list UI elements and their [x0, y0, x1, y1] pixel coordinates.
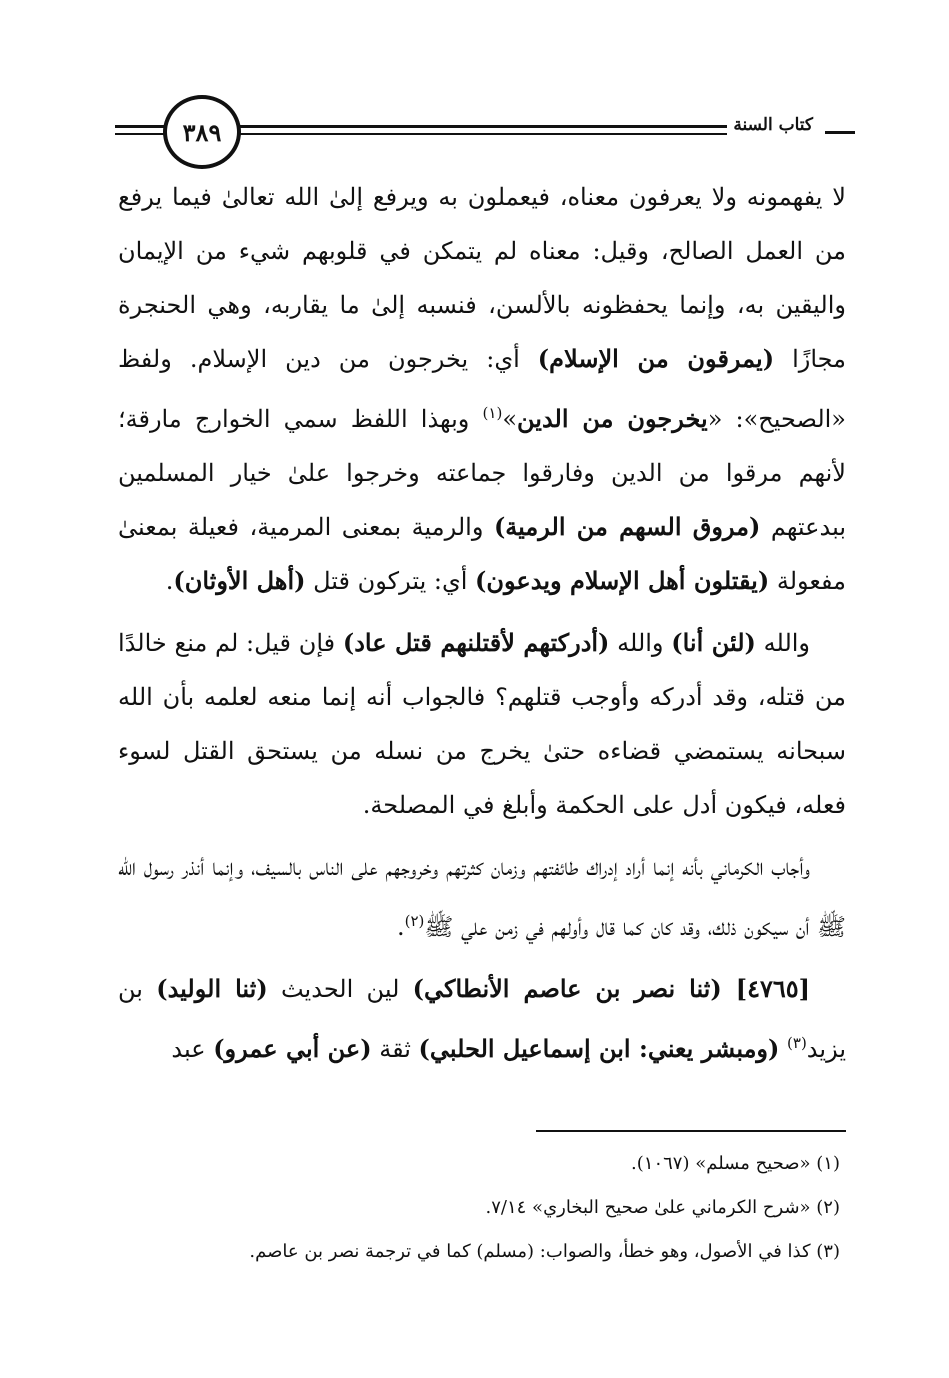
footnote-ref: (١)	[482, 404, 503, 422]
text-run: .	[396, 913, 405, 941]
footnotes	[100, 1142, 840, 1274]
header-rule-end	[825, 131, 855, 134]
text-run	[779, 1035, 787, 1063]
text-run: أي: يتركون قتل	[305, 567, 476, 595]
bold-phrase: (مروق السهم من الرمية)	[493, 512, 761, 541]
paragraph-3	[118, 840, 846, 954]
bold-phrase: (يقتلون أهل الإسلام ويدعون)	[475, 566, 770, 595]
text-run: وبهذا اللفظ سمي الخوارج مارقة؛ لأنهم مرقوا من الدين وفارقوا جماعته وخرجوا علىٰ خيار المسلمين ببدعتهم	[118, 405, 847, 541]
running-header	[115, 95, 855, 170]
bold-phrase: (ومبشر يعني: ابن إسماعيل الحلبي)	[418, 1034, 780, 1063]
page-number: ٣٨٩	[163, 95, 241, 169]
bold-phrase: (عن أبي عمرو)	[213, 1034, 372, 1063]
text-run: لا يفهمونه ولا يعرفون معناه، فيعملون به ويرفع إلىٰ الله تعالىٰ فيما يرفع من العمل الصالح، وقيل: معناه لم يتمكن في قلوبهم شيء من الإيمان واليقين به، وإنما يحفظونه بالألسن، فنسبه إلىٰ ما يقاربه، وهي الحنجرة مجازًا	[118, 183, 846, 373]
bold-phrase: (لئن أنا)	[671, 628, 756, 657]
text-run: ثقة	[371, 1035, 419, 1063]
paragraph-4	[118, 962, 846, 1076]
footnote-divider	[536, 1130, 846, 1132]
footnote-ref: (٣)	[787, 1034, 807, 1052]
bold-phrase: (أدركتهم لأقتلنهم قتل عاد)	[342, 628, 610, 657]
text-run: وأجاب الكرماني بأنه إنما أراد إدراك طائفتهم وزمان كثرتهم وخروجهم على الناس بالسيف، وإنما أنذر رسول الله ﷺ أن سيكون ذلك، وقد كان كما قال وأولهم في زمن علي ﷺ	[118, 853, 846, 941]
bold-phrase: (ثنا الوليد)	[156, 974, 268, 1003]
bold-phrase: يخرجون من الدين	[517, 404, 708, 433]
paragraph-1	[118, 170, 846, 608]
paragraph-2	[118, 616, 846, 832]
bold-phrase: (أهل الأوثان)	[173, 566, 306, 595]
text-run: والله	[755, 629, 811, 657]
text-run: عبد	[171, 1035, 214, 1063]
footnote-3: (٣) كذا في الأصول، وهو خطأ، والصواب: (مسلم) كما في ترجمة نصر بن عاصم.	[249, 1241, 840, 1262]
text-run: والله	[609, 629, 672, 657]
book-title: كتاب السنة	[727, 115, 819, 135]
header-rule-right	[230, 125, 785, 128]
bold-phrase: [٤٧٦٥]	[721, 974, 810, 1003]
main-text	[118, 170, 846, 1076]
header-rule-right-thin	[230, 133, 785, 135]
text-run: بن يزيد	[118, 975, 846, 1063]
text-run: أي: يخرجون من دين الإسلام. ولفظ «الصحيح»: «	[118, 345, 846, 433]
text-run: والرمية بمعنى المرمية، فعيلة بمعنىٰ مفعولة	[118, 513, 846, 595]
footnote-1: (١) «صحيح مسلم» (١٠٦٧).	[631, 1153, 840, 1174]
bold-phrase: (يمرقون من الإسلام)	[537, 344, 775, 373]
footnote-2: (٢) «شرح الكرماني علىٰ صحيح البخاري» ٧/١٤.	[485, 1197, 840, 1218]
text-run: »	[502, 405, 517, 433]
text-run: .	[165, 567, 174, 595]
footnote-ref: (٢)	[404, 912, 425, 930]
bold-phrase: (ثنا نصر بن عاصم الأنطاكي)	[412, 974, 722, 1003]
text-run: فإن قيل: لم منع خالدًا من قتله، وقد أدركه وأوجب قتلهم؟ فالجواب أنه إنما منعه لعلمه بأن الله سبحانه يستمضي قضاءه حتىٰ يخرج من نسله من يستحق القتل لسوء فعله، فيكون أدل على الحكمة وأبلغ في المصلحة.	[118, 629, 846, 819]
text-run: لين الحديث	[267, 975, 413, 1003]
